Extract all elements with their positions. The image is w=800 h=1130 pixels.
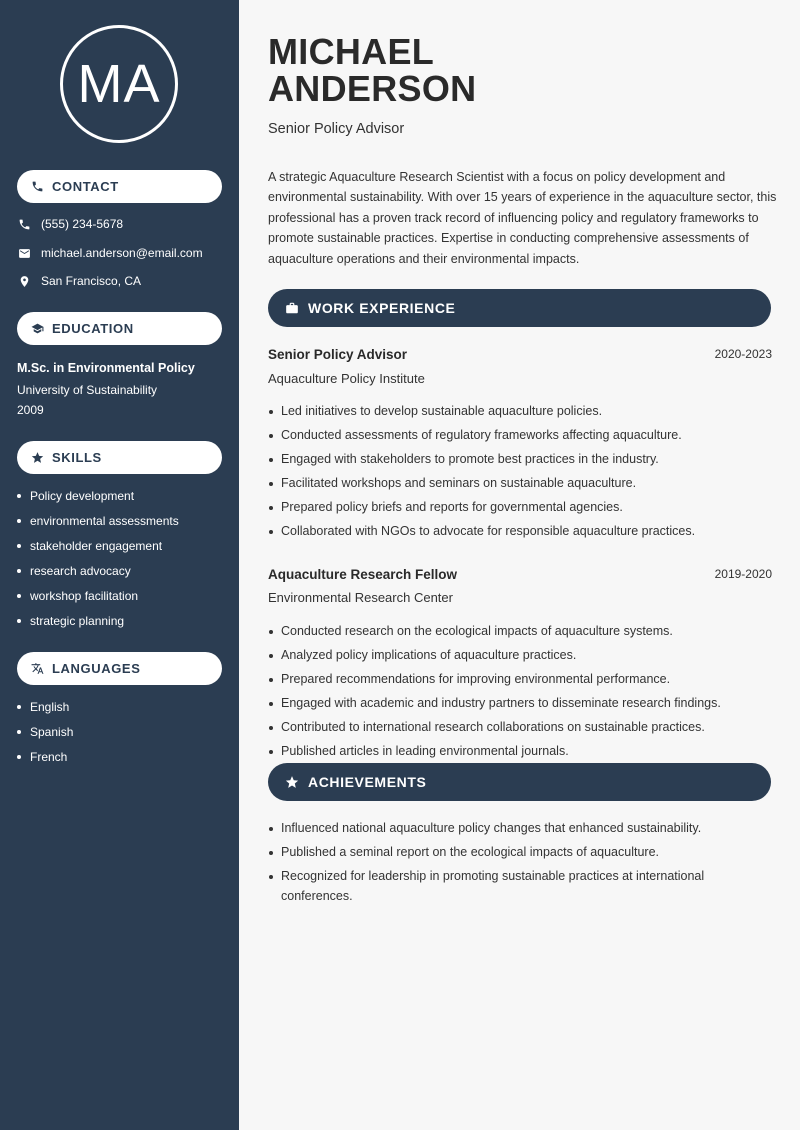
job-2-title: Aquaculture Research Fellow bbox=[268, 567, 458, 582]
job-1-dates: 2020-2023 bbox=[714, 347, 772, 361]
education-school: University of Sustainability bbox=[17, 383, 158, 397]
work-experience-header-label: WORK EXPERIENCE bbox=[308, 300, 456, 316]
job-2-org: Environmental Research Center bbox=[268, 590, 453, 605]
skill-item: stakeholder engagement bbox=[17, 533, 179, 558]
email-icon bbox=[17, 246, 31, 260]
languages-header bbox=[17, 652, 222, 685]
sidebar bbox=[0, 0, 239, 1130]
achievement-item: Published a seminal report on the ecological impacts of aquaculture. bbox=[268, 843, 738, 863]
phone-icon bbox=[31, 180, 44, 193]
phone-icon bbox=[17, 217, 31, 231]
main-content bbox=[239, 0, 800, 1130]
achievements-header bbox=[268, 763, 771, 801]
contact-phone bbox=[17, 217, 123, 231]
contact-header-label: CONTACT bbox=[52, 179, 119, 194]
achievements-header-label: ACHIEVEMENTS bbox=[308, 774, 427, 790]
job-bullet: Contributed to international research collaborations on sustainable practices. bbox=[268, 718, 758, 738]
job-bullet: Engaged with academic and industry partners to disseminate research findings. bbox=[268, 694, 758, 714]
job-bullet: Led initiatives to develop sustainable aquaculture policies. bbox=[268, 402, 758, 422]
skill-item: strategic planning bbox=[17, 608, 179, 633]
languages-list bbox=[17, 694, 73, 769]
skill-item: research advocacy bbox=[17, 558, 179, 583]
job-2-bullets bbox=[268, 622, 758, 766]
job-bullet: Analyzed policy implications of aquaculture practices. bbox=[268, 646, 758, 666]
job-1-bullets bbox=[268, 402, 758, 546]
name-last: ANDERSON bbox=[268, 68, 477, 109]
contact-header bbox=[17, 170, 222, 203]
job-bullet: Conducted assessments of regulatory frameworks affecting aquaculture. bbox=[268, 426, 758, 446]
location-pin-icon bbox=[17, 274, 31, 288]
contact-email-text: michael.anderson@email.com bbox=[41, 246, 203, 260]
job-bullet: Published articles in leading environmental journals. bbox=[268, 742, 758, 762]
name-first: MICHAEL bbox=[268, 31, 435, 72]
work-experience-header bbox=[268, 289, 771, 327]
contact-location bbox=[17, 274, 141, 288]
education-degree: M.Sc. in Environmental Policy bbox=[17, 361, 195, 375]
contact-location-text: San Francisco, CA bbox=[41, 274, 142, 288]
full-name bbox=[268, 33, 476, 107]
job-bullet: Prepared policy briefs and reports for governmental agencies. bbox=[268, 498, 758, 518]
job-1-org: Aquaculture Policy Institute bbox=[268, 371, 425, 386]
achievements-list bbox=[268, 819, 738, 911]
job-bullet: Collaborated with NGOs to advocate for responsible aquaculture practices. bbox=[268, 522, 758, 542]
avatar: MA bbox=[60, 25, 178, 143]
briefcase-icon bbox=[284, 301, 299, 316]
job-bullet: Conducted research on the ecological impacts of aquaculture systems. bbox=[268, 622, 758, 642]
profile-summary: A strategic Aquaculture Research Scientist with a focus on policy development and environmental sustainability. With over 15 years of experience in the aquaculture sector, this professional has a proven track record of influencing policy and regulatory frameworks to promote sustainable practices. Expertise in conducting comprehensive assessments of aquaculture operations and their environmental impacts. bbox=[268, 170, 777, 266]
job-bullet: Prepared recommendations for improving environmental performance. bbox=[268, 670, 758, 690]
job-bullet: Engaged with stakeholders to promote best practices in the industry. bbox=[268, 450, 758, 470]
skills-header-label: SKILLS bbox=[52, 450, 102, 465]
language-item: Spanish bbox=[17, 719, 73, 744]
language-item: English bbox=[17, 694, 73, 719]
achievement-item: Recognized for leadership in promoting sustainable practices at international conferences. bbox=[268, 867, 738, 906]
skills-list bbox=[17, 483, 179, 633]
contact-phone-text: (555) 234-5678 bbox=[41, 217, 124, 231]
job-bullet: Facilitated workshops and seminars on sustainable aquaculture. bbox=[268, 474, 758, 494]
skill-item: workshop facilitation bbox=[17, 583, 179, 608]
translate-icon bbox=[31, 662, 44, 675]
job-2-dates: 2019-2020 bbox=[714, 567, 772, 581]
skill-item: environmental assessments bbox=[17, 508, 179, 533]
star-icon bbox=[31, 451, 44, 464]
skill-item: Policy development bbox=[17, 483, 179, 508]
language-item: French bbox=[17, 744, 73, 769]
job-1-title: Senior Policy Advisor bbox=[268, 347, 408, 362]
education-year: 2009 bbox=[17, 403, 44, 417]
achievement-item: Influenced national aquaculture policy changes that enhanced sustainability. bbox=[268, 819, 738, 839]
star-icon bbox=[284, 775, 299, 790]
contact-email[interactable] bbox=[17, 246, 203, 260]
skills-header bbox=[17, 441, 222, 474]
education-header-label: EDUCATION bbox=[52, 321, 134, 336]
education-header bbox=[17, 312, 222, 345]
languages-header-label: LANGUAGES bbox=[52, 661, 141, 676]
job-title-heading: Senior Policy Advisor bbox=[268, 121, 405, 137]
graduation-cap-icon bbox=[31, 322, 44, 335]
